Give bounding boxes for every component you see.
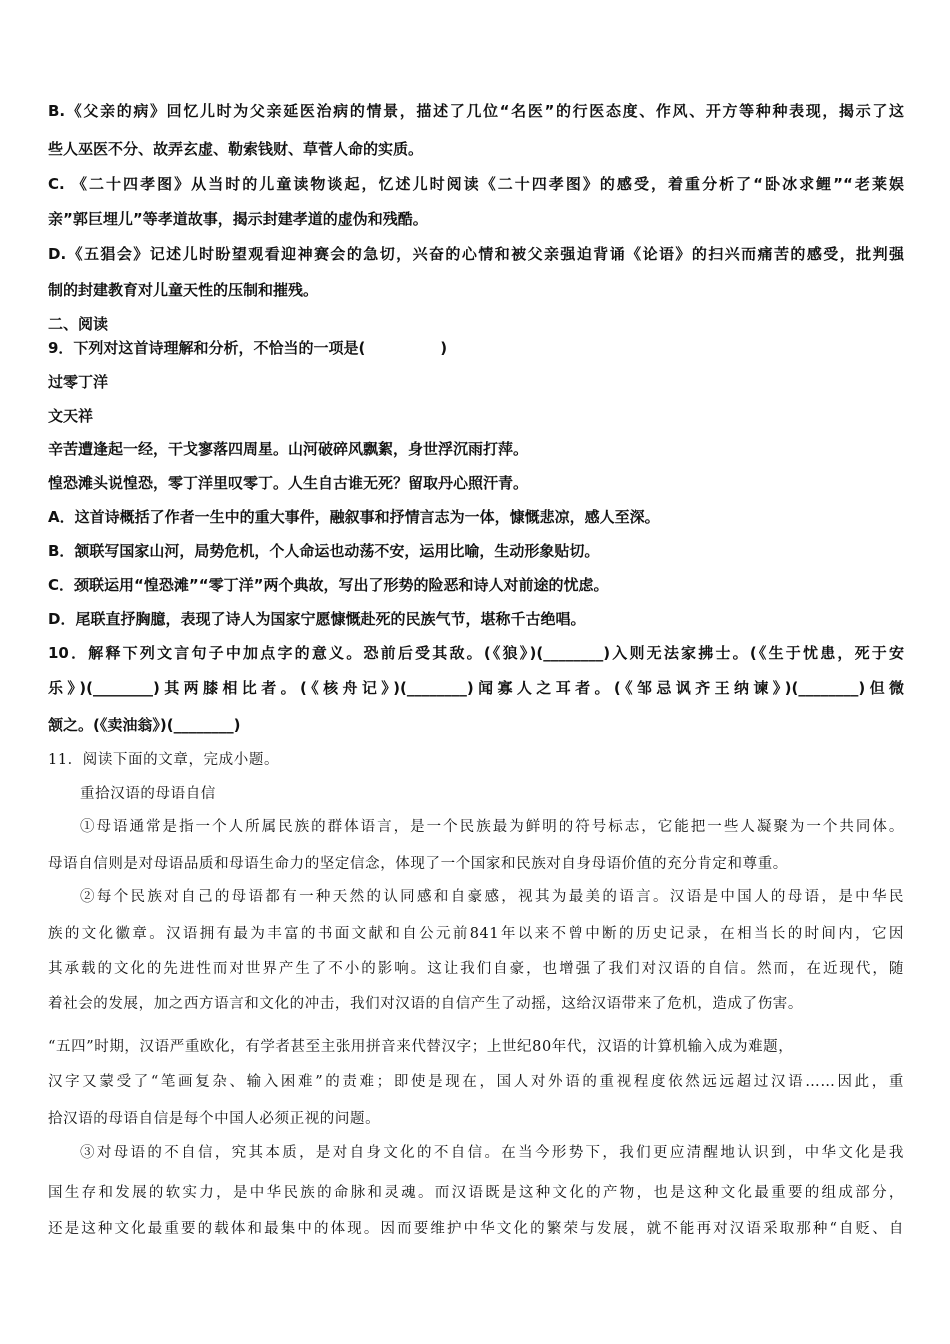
- q8-option-d-line2: 制的封建教育对儿童天性的压制和摧残。: [48, 281, 319, 299]
- poem-line-1: 辛苦遭逢起一经，干戈寥落四周星。山河破碎风飘絮，身世浮沉雨打萍。: [48, 440, 529, 458]
- q9-option-a: A．这首诗概括了作者一生中的重大事件，融叙事和抒情言志为一体，慷慨悲凉，感人至深。: [48, 508, 660, 526]
- article-p1-line2: 母语自信则是对母语品质和母语生命力的坚定信念，体现了一个国家和民族对自身母语价值的充分肯定和尊重。: [48, 856, 788, 872]
- q10-line1: 10．解释下列文言句子中加点字的意义。恐前后受其敌。(《狼》)(________)入则无法家拂士。(《生于忧患，死于安: [48, 644, 904, 662]
- q8-option-c-line2: 亲”郭巨埋儿”等孝道故事，揭示封建孝道的虚伪和残酷。: [48, 210, 428, 228]
- poem-author: 文天祥: [48, 407, 94, 425]
- q9-stem: 9．下列对这首诗理解和分析，不恰当的一项是( ): [48, 339, 448, 357]
- q8-option-d-line1: D.《五猖会》记述儿时盼望观看迎神赛会的急切，兴奋的心情和被父亲强迫背诵《论语》的扫兴而痛苦的感受，批判强: [48, 245, 904, 263]
- article-p3-line3: 还是这种文化最重要的载体和最集中的体现。因而要维护中华文化的繁荣与发展，就不能再对汉语采取那种“自贬、自: [48, 1221, 904, 1237]
- article-p2-line2: 族的文化徽章。汉语拥有最为丰富的书面文献和自公元前841年以来不曾中断的历史记录，在相当长的时间内，它因: [48, 926, 904, 942]
- q8-option-b-line1: B.《父亲的病》回忆儿时为父亲延医治病的情景，描述了几位“名医”的行医态度、作风、开方等种种表现，揭示了这: [48, 102, 904, 120]
- article-title: 重拾汉语的母语自信: [80, 786, 216, 802]
- poem-line-2: 惶恐滩头说惶恐，零丁洋里叹零丁。人生自古谁无死？留取丹心照汗青。: [48, 474, 529, 492]
- q11-stem: 11．阅读下面的文章，完成小题。: [48, 752, 280, 768]
- article-p2-line1: ②每个民族对自己的母语都有一种天然的认同感和自豪感，视其为最美的语言。汉语是中国人的母语，是中华民: [80, 889, 904, 905]
- article-p2-line7: 拾汉语的母语自信是每个中国人必须正视的问题。: [48, 1111, 381, 1127]
- section-heading: 二、阅读: [48, 315, 109, 333]
- q8-option-c-line1: C. 《二十四孝图》从当时的儿童读物谈起，忆述儿时阅读《二十四孝图》的感受，着重分析了“卧冰求鲤”“老莱娱: [48, 175, 904, 193]
- q10-line3: 颔之。(《卖油翁》)(________): [48, 716, 241, 734]
- article-p3-line2: 国生存和发展的软实力，是中华民族的命脉和灵魂。而汉语既是这种文化的产物，也是这种文化最重要的组成部分，: [48, 1185, 904, 1201]
- article-p2-line3: 其承载的文化的先进性而对世界产生了不小的影响。这让我们自豪，也增强了我们对汉语的自信。然而，在近现代，随: [48, 961, 904, 977]
- article-p3-line1: ③对母语的不自信，究其本质，是对自身文化的不自信。在当今形势下，我们更应清醒地认识到，中华文化是我: [80, 1145, 904, 1161]
- q9-option-d: D．尾联直抒胸臆，表现了诗人为国家宁愿慷慨赴死的民族气节，堪称千古绝唱。: [48, 610, 586, 628]
- q9-option-c: C．颈联运用“惶恐滩”“零丁洋”两个典故，写出了形势的险恶和诗人对前途的忧虑。: [48, 576, 609, 594]
- article-p1-line1: ①母语通常是指一个人所属民族的群体语言，是一个民族最为鲜明的符号标志，它能把一些人凝聚为一个共同体。: [80, 819, 904, 835]
- article-p2-line5: “五四”时期，汉语严重欧化，有学者甚至主张用拼音来代替汉字；上世纪80年代，汉语的计算机输入成为难题，: [48, 1039, 794, 1055]
- article-p2-line6: 汉字又蒙受了“笔画复杂、输入困难”的责难；即使是现在，国人对外语的重视程度依然远远超过汉语……因此，重: [48, 1074, 904, 1090]
- q10-line2: 乐》)(________)其两膝相比者。(《核舟记》)(________)闻寡人之耳者。(《邹忌讽齐王纳谏》)(________)但微: [48, 679, 904, 697]
- poem-title: 过零丁洋: [48, 373, 109, 391]
- q8-option-b-line2: 些人巫医不分、故弄玄虚、勒索钱财、草菅人命的实质。: [48, 140, 424, 158]
- q9-option-b: B．颔联写国家山河，局势危机，个人命运也动荡不安，运用比喻，生动形象贴切。: [48, 542, 600, 560]
- article-p2-line4: 着社会的发展，加之西方语言和文化的冲击，我们对汉语的自信产生了动摇，这给汉语带来了危机，造成了伤害。: [48, 996, 803, 1012]
